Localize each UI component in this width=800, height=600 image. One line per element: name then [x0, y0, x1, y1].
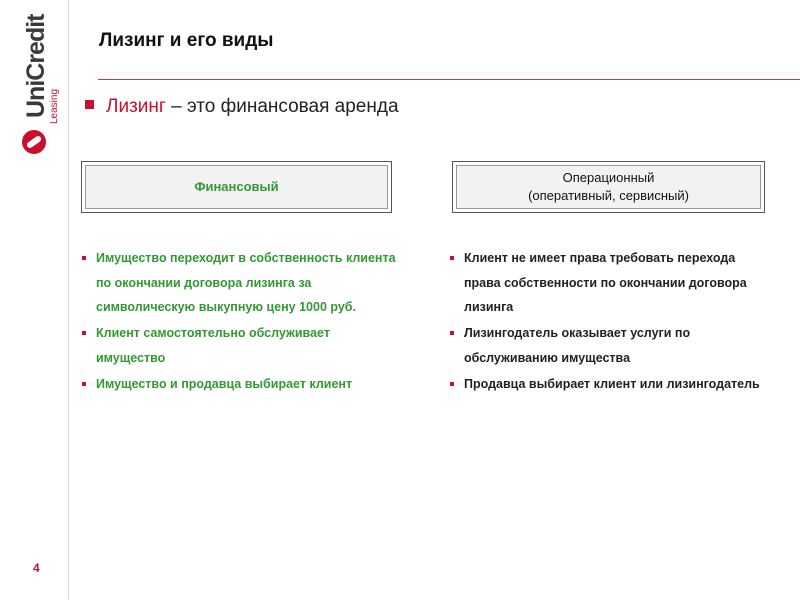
list-item: Имущество и продавца выбирает клиент [82, 372, 397, 397]
list-item: Клиент самостоятельно обслуживает имущество [82, 321, 397, 370]
page-number: 4 [33, 561, 40, 575]
lead-keyword: Лизинг [106, 96, 166, 117]
financial-leasing-box [81, 161, 392, 213]
list-item: Имущество переходит в собственность клиента по окончании договора лизинга за символическую выкупную цену 1000 руб. [82, 246, 397, 320]
page-title: Лизинг и его виды [99, 30, 274, 51]
square-bullet-icon [85, 100, 94, 109]
unicredit-mark-icon [22, 130, 46, 154]
operational-leasing-list [450, 246, 770, 398]
list-item: Лизингодатель оказывает услуги по обслуживанию имущества [450, 321, 770, 370]
list-item: Продавца выбирает клиент или лизингодатель [450, 372, 770, 397]
operational-leasing-label: Операционный [562, 170, 655, 185]
logo-brand-text: UniCredit [22, 14, 50, 118]
financial-leasing-list [82, 246, 397, 398]
lead-statement [85, 96, 399, 118]
lead-rest: – это финансовая аренда [165, 96, 399, 117]
logo-sub-text: Leasing [49, 88, 60, 124]
title-rule [98, 79, 800, 80]
operational-leasing-box [452, 161, 765, 213]
operational-leasing-sublabel: (оперативный, сервисный) [528, 188, 689, 203]
financial-leasing-label: Финансовый [194, 179, 279, 194]
sidebar-divider [68, 0, 69, 600]
list-item: Клиент не имеет права требовать перехода права собственности по окончании договора лизинга [450, 246, 770, 320]
